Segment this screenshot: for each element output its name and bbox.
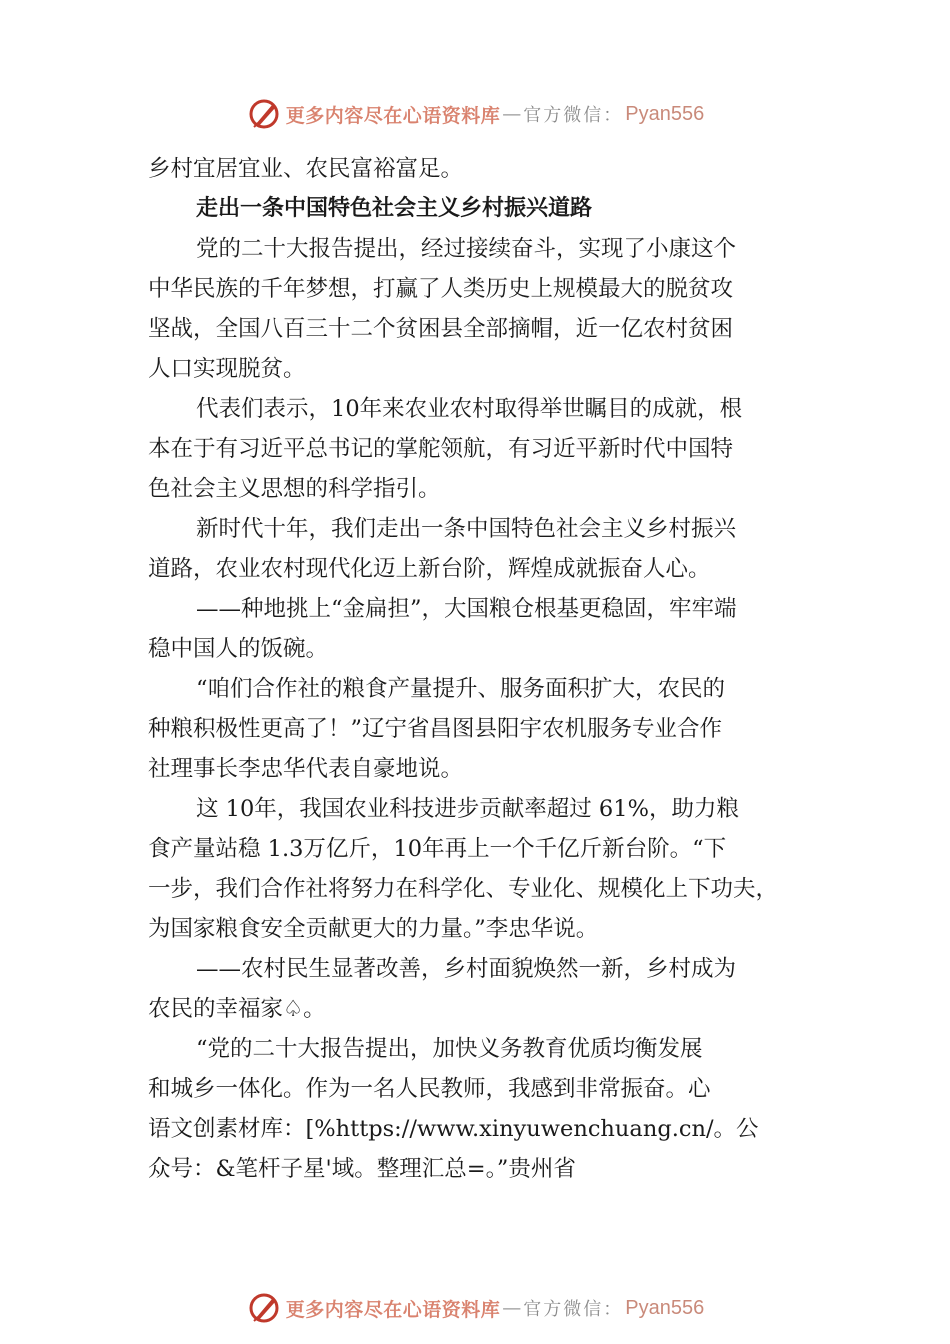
paragraph-line: ——农村民生显著改善，乡村面貌焕然一新，乡村成为 <box>196 956 737 982</box>
pen-logo-icon <box>246 96 282 132</box>
paragraph-line: 为国家粮食安全贡献更大的力量。”李忠华说。 <box>148 916 599 942</box>
footer-separator: — <box>502 1297 522 1319</box>
paragraph-line: 和城乡一体化。作为一名人民教师，我感到非常振奋。心 <box>148 1076 711 1102</box>
header-brand-text: 更多内容尽在心语资料库 <box>285 104 501 127</box>
paragraph-line: 色社会主义思想的科学指引。 <box>148 476 441 502</box>
footer-watermark <box>0 1288 950 1328</box>
header-separator: — <box>502 103 522 125</box>
paragraph-line: 党的二十大报告提出，经过接续奋斗，实现了小康这个 <box>196 236 737 262</box>
paragraph-line: 语文创素材库：[%https://www.xinyuwenchuang.cn/。公 <box>148 1116 759 1142</box>
paragraph-line: 人口实现脱贫。 <box>148 356 306 382</box>
paragraph-line: ——种地挑上“金扁担”，大国粮仓根基更稳固，牢牢端 <box>196 596 737 622</box>
paragraph-line: “党的二十大报告提出，加快义务教育优质均衡发展 <box>196 1036 703 1062</box>
header-wechat-id: Pyan556 <box>625 102 705 125</box>
document-body <box>148 149 808 1189</box>
footer-brand-text: 更多内容尽在心语资料库 <box>285 1298 501 1321</box>
paragraph-line: 社理事长李忠华代表自豪地说。 <box>148 756 464 782</box>
paragraph-line: 乡村宜居宜业、农民富裕富足。 <box>148 156 464 182</box>
paragraph-line: 众号：&笔杆子星'域。整理汇总=。”贵州省 <box>148 1156 576 1182</box>
paragraph-line: 新时代十年，我们走出一条中国特色社会主义乡村振兴 <box>196 516 737 542</box>
paragraph-line: 坚战，全国八百三十二个贫困县全部摘帽，近一亿农村贫困 <box>148 316 734 342</box>
paragraph-line: 一步，我们合作社将努力在科学化、专业化、规模化上下功夫， <box>148 876 779 902</box>
paragraph-line: 种粮积极性更高了！”辽宁省昌图县阳宇农机服务专业合作 <box>148 716 723 742</box>
paragraph-line: 本在于有习近平总书记的掌舵领航，有习近平新时代中国特 <box>148 436 734 462</box>
section-heading: 走出一条中国特色社会主义乡村振兴道路 <box>196 196 593 221</box>
header-watermark <box>0 94 950 134</box>
footer-wechat-label: 官方微信： <box>523 1299 624 1320</box>
paragraph-line: “咱们合作社的粮食产量提升、服务面积扩大，农民的 <box>196 676 726 702</box>
pen-logo-icon <box>246 1290 282 1326</box>
paragraph-line: 道路，农业农村现代化迈上新台阶，辉煌成就振奋人心。 <box>148 556 711 582</box>
paragraph-line: 中华民族的千年梦想，打赢了人类历史上规模最大的脱贫攻 <box>148 276 734 302</box>
paragraph-line: 稳中国人的饭碗。 <box>148 636 329 662</box>
header-wechat-label: 官方微信： <box>523 105 624 126</box>
paragraph-line: 食产量站稳 1.3万亿斤，10年再上一个千亿斤新台阶。“下 <box>148 836 727 862</box>
paragraph-line: 代表们表示，10年来农业农村取得举世瞩目的成就，根 <box>196 396 743 422</box>
paragraph-line: 这 10年，我国农业科技进步贡献率超过 61%，助力粮 <box>196 796 739 822</box>
footer-wechat-id: Pyan556 <box>625 1296 705 1319</box>
paragraph-line: 农民的幸福家♤。 <box>148 996 326 1022</box>
